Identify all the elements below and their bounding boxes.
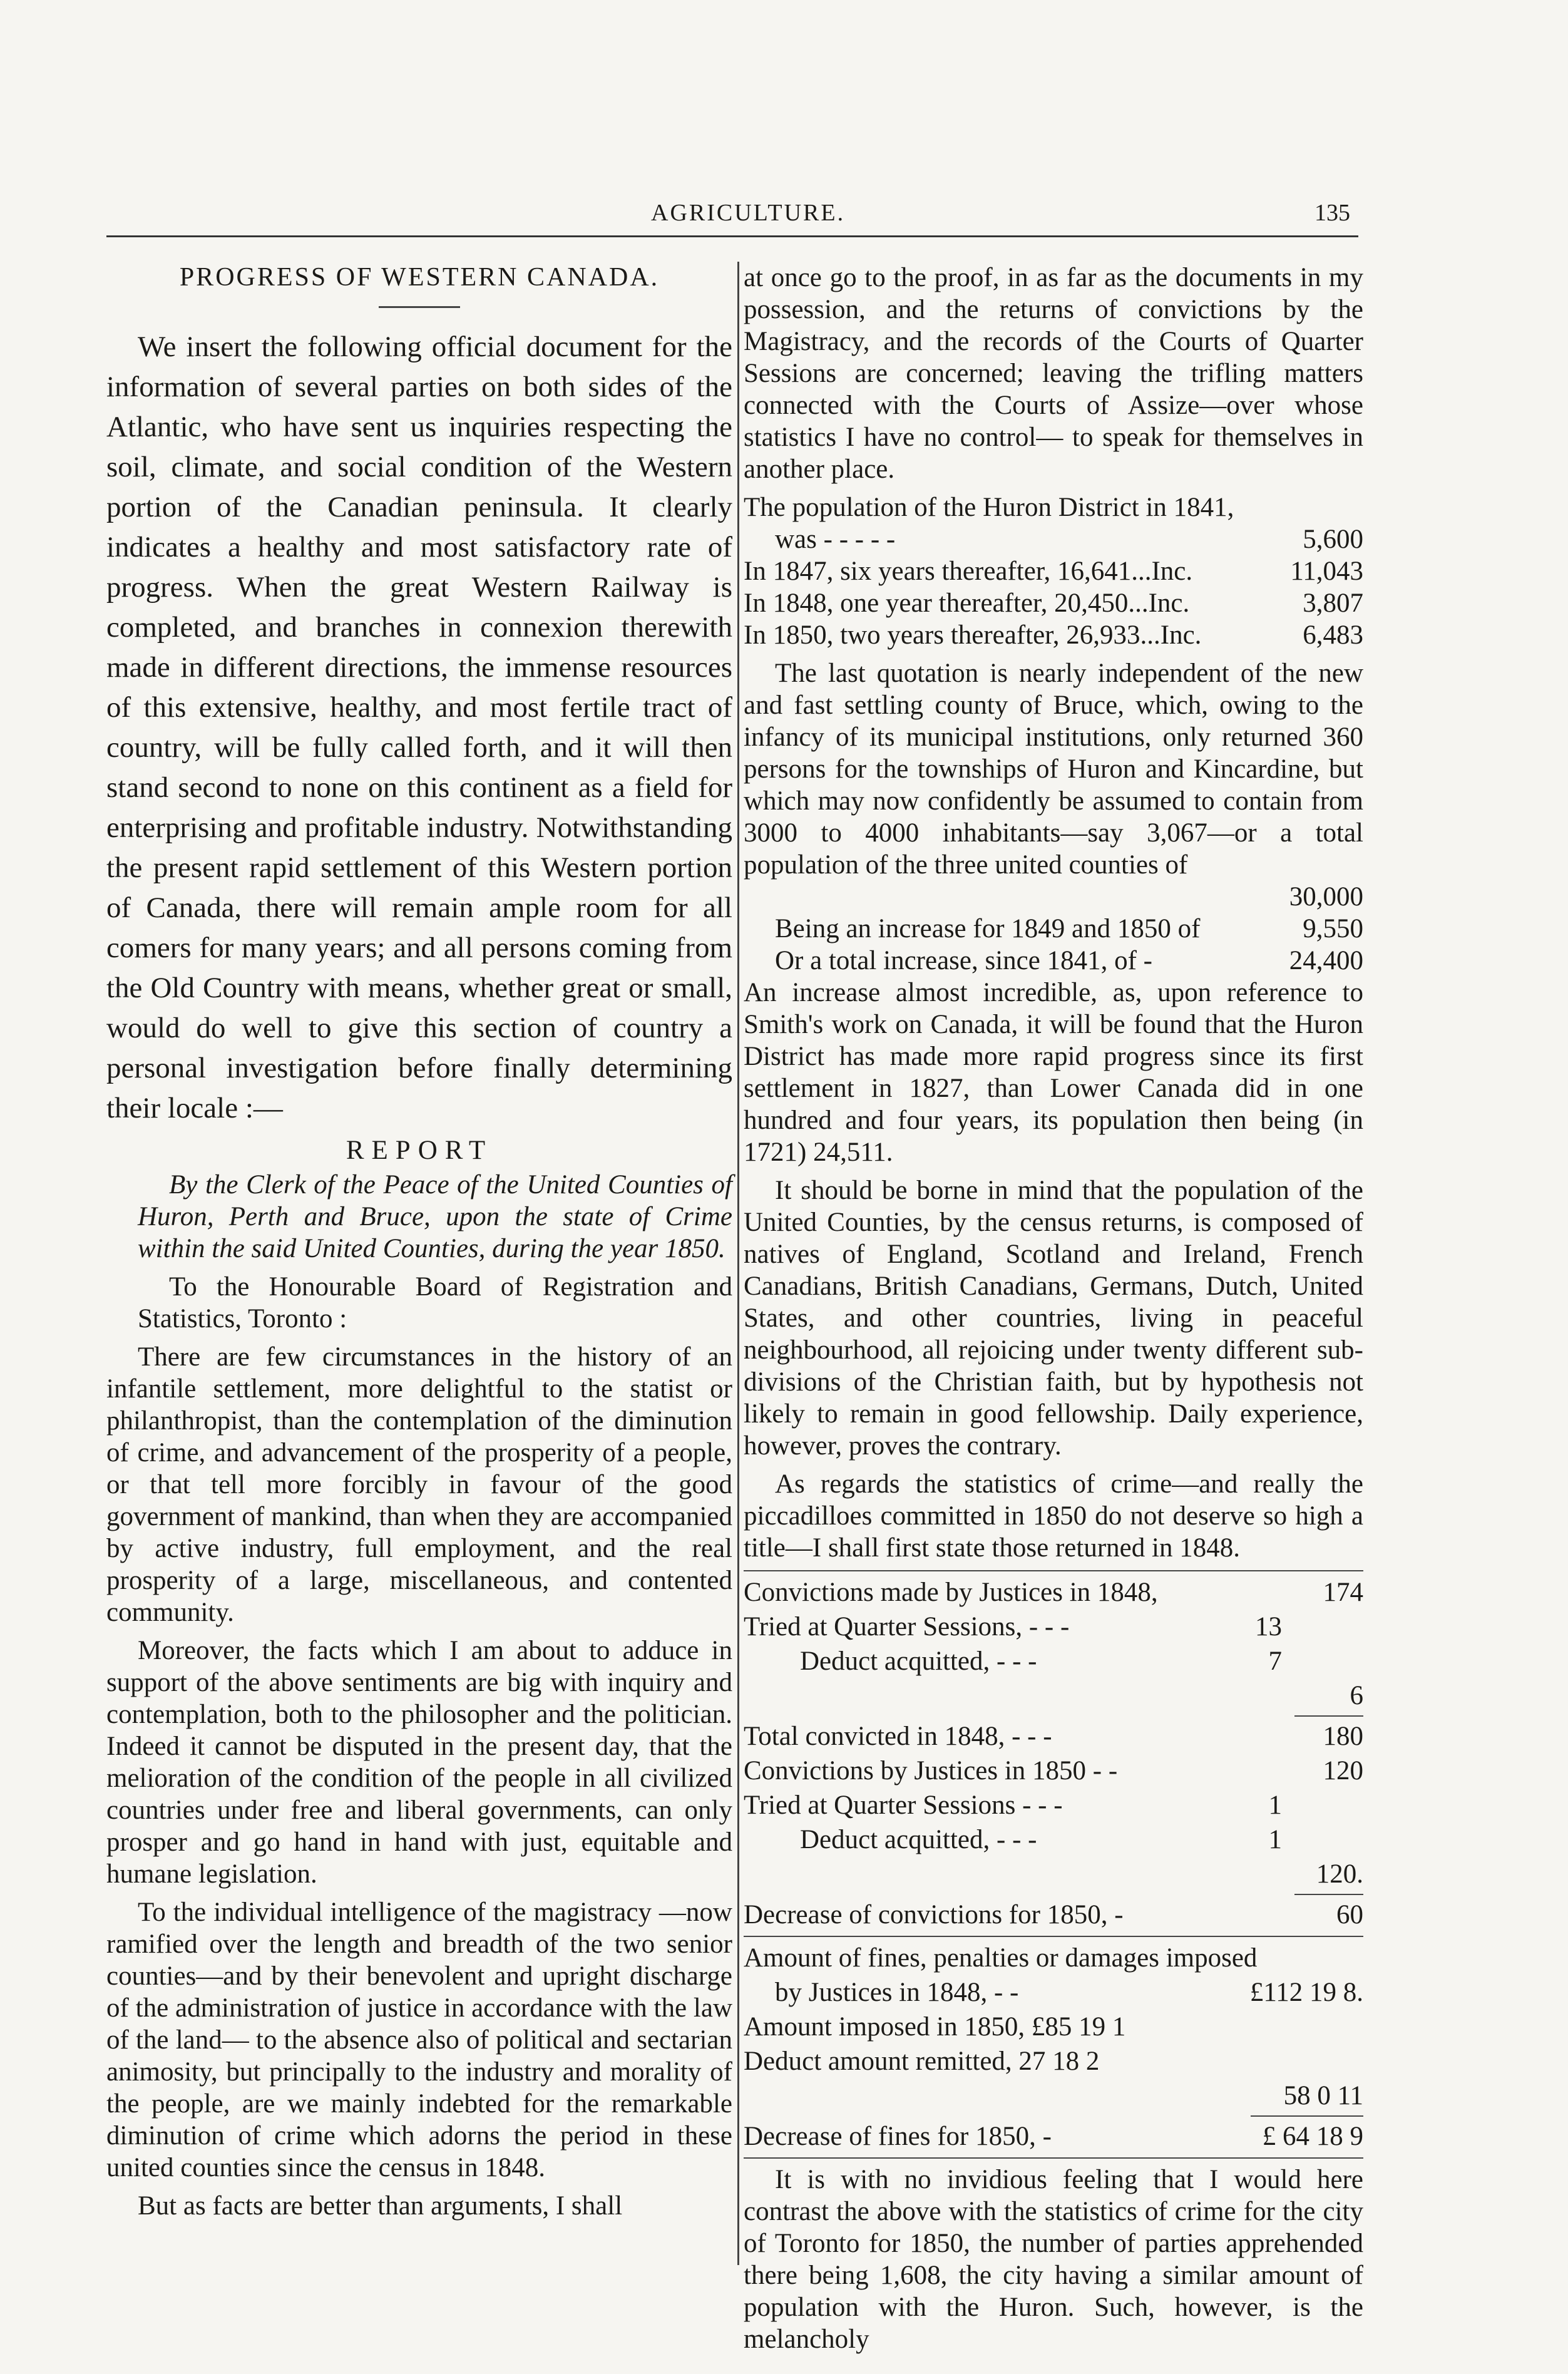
table-row: Convictions by Justices in 1850 - - 120	[744, 1756, 1363, 1786]
table-row: Decrease of fines for 1850, - £ 64 18 9	[744, 2122, 1363, 2151]
table-rule	[1251, 2115, 1363, 2117]
table-rule	[1294, 1715, 1363, 1717]
table-row: Tried at Quarter Sessions, - - - 13	[744, 1612, 1282, 1642]
table-row: Decrease of convictions for 1850, - 60	[744, 1900, 1363, 1930]
header-rule	[106, 235, 1358, 237]
report-paragraph: But as facts are better than arguments, I shall	[138, 2191, 623, 2221]
page-number: 135	[1314, 200, 1350, 226]
report-paragraph: Moreover, the facts which I am about to adduce in support of the above sentiments are big with inquiry and contemplation, both to the philosopher and the politician. Indeed it cannot be disputed in the present day, that the melioration of the condition of the people in all civilized countries under free and liberal governments, can only prosper and go hand in hand with just, equitable and humane legislation.	[106, 1636, 732, 1889]
population-intro: The population of the Huron District in 1841,	[744, 493, 1234, 522]
table-rule	[744, 1570, 1363, 1571]
report-paragraph: The last quotation is nearly independent of the new and fast settling county of Bruce, which, owing to the infancy of its municipal institutions, only returned 360 persons for the townships of Huron and Kincardine, but which may now confidently be assumed to contain from 3000 to 4000 inhabitants—say 3,067—or a total population of the three united counties of	[744, 659, 1363, 880]
column-divider	[737, 262, 739, 2265]
right-column	[744, 262, 1363, 2361]
report-subtitle: By the Clerk of the Peace of the United Counties of Huron, Perth and Bruce, upon the state of Crime within the said United Counties, during the year 1850.	[138, 1170, 732, 1263]
report-title: REPORT	[346, 1136, 493, 1165]
table-row: 120.	[1316, 1859, 1363, 1889]
increase-row: Or a total increase, since 1841, of - 24,400	[775, 946, 1363, 975]
report-paragraph: To the individual intelligence of the magistracy —now ramified over the length and breadth of the two senior counties—and by their benevolent and upright discharge of the administration of justice in accordance with the law of the land— to the absence also of political and sectarian animosity, but principally to the industry and morality of the people, are we mainly indebted for the remarkable diminution of crime which adorns the period in these united counties since the census in 1848.	[106, 1898, 732, 2182]
running-head: AGRICULTURE.	[651, 200, 846, 226]
left-column	[106, 262, 732, 2228]
report-paragraph: An increase almost incredible, as, upon reference to Smith's work on Canada, it will be found that the Huron District has made more rapid progress since its first settlement in 1827, than Lower Canada did in one hundred and four years, its population then being (in 1721) 24,511.	[744, 978, 1363, 1167]
crime-table	[744, 1576, 1363, 2152]
report-address: To the Honourable Board of Registration and Statistics, Toronto :	[138, 1272, 732, 1333]
report-paragraph: There are few circumstances in the history of an infantile settlement, more delightful to the statist or philanthropist, than the contemplation of the diminution of crime, and advancement of the prosperity of a people, or that tell more forcibly in favour of the good government of mankind, than when they are accompanied by active industry, full employment, and the real prosperity of a large, miscellaneous, and contented community.	[106, 1342, 732, 1627]
table-row: Total convicted in 1848, - - - 180	[744, 1722, 1363, 1751]
table-row: Amount imposed in 1850, £85 19 1	[744, 2012, 1126, 2042]
table-rule	[744, 2157, 1363, 2159]
table-row: 58 0 11	[1283, 2081, 1363, 2110]
article-title: PROGRESS OF WESTERN CANADA.	[179, 263, 660, 292]
table-row: Convictions made by Justices in 1848, 174	[744, 1578, 1363, 1607]
population-total: 30,000	[1289, 882, 1363, 912]
table-row: Tried at Quarter Sessions - - - 1	[744, 1791, 1282, 1820]
table-row: Deduct acquitted, - - - 7	[800, 1647, 1282, 1676]
table-row: by Justices in 1848, - - £112 19 8.	[775, 1978, 1363, 2007]
report-paragraph: at once go to the proof, in as far as the documents in my possession, and the returns of convictions by the Magistracy, and the records of the Courts of Quarter Sessions are concerned; leaving the trifling matters connected with the Courts of Assize—over whose statistics I have no control— to speak for themselves in another place.	[744, 263, 1363, 484]
intro-paragraph: We insert the following official document for the information of several parties on both sides of the Atlantic, who have sent us inquiries respecting the soil, climate, and social condition of the Western portion of the Canadian peninsula. It clearly indicates a healthy and most satisfactory rate of progress. When the great Western Railway is completed, and branches in connexion therewith made in different directions, the immense resources of this extensive, healthy, and most fertile tract of country, will be fully called forth, and it will then stand second to none on this continent as a field for enterprising and profitable industry. Notwithstanding the present rapid settlement of this Western portion of Canada, there will remain ample room for all comers for many years; and all persons coming from the Old Country with means, whether great or small, would do well to give this section of country a personal investigation before finally determining their locale :—	[106, 331, 732, 1124]
table-row: Deduct amount remitted, 27 18 2	[744, 2047, 1100, 2076]
table-rule	[1294, 1894, 1363, 1895]
report-paragraph: As regards the statistics of crime—and really the piccadilloes committed in 1850 do not deserve so high a title—I shall first state those returned in 1848.	[744, 1469, 1363, 1563]
title-rule	[379, 306, 460, 308]
table-row: 6	[1350, 1681, 1363, 1710]
report-paragraph: It is with no invidious feeling that I would here contrast the above with the statistics of crime for the city of Toronto for 1850, the number of parties apprehended there being 1,608, the city having a similar amount of population with the Huron. Such, however, is the melancholy	[744, 2165, 1363, 2354]
table-rule	[744, 1936, 1363, 1937]
table-row: Deduct acquitted, - - - 1	[800, 1825, 1282, 1854]
population-row: In 1847, six years thereafter, 16,641...Inc. 11,043	[744, 557, 1363, 586]
report-paragraph: It should be borne in mind that the population of the United Counties, by the census returns, is composed of natives of England, Scotland and Ireland, French Canadians, British Canadians, Germans, Dutch, United States, and other countries, living in peaceful neighbourhood, all rejoicing under twenty different sub-divisions of the Christian faith, but by hypothesis not likely to remain in good fellowship. Daily experience, however, proves the contrary.	[744, 1176, 1363, 1461]
population-row: In 1848, one year thereafter, 20,450...Inc. 3,807	[744, 588, 1363, 618]
population-row: In 1850, two years thereafter, 26,933...Inc. 6,483	[744, 620, 1363, 650]
increase-row: Being an increase for 1849 and 1850 of 9,550	[775, 914, 1363, 943]
table-row: Amount of fines, penalties or damages imposed	[744, 1943, 1258, 1973]
population-row: was - - - - - 5,600	[775, 525, 1363, 554]
page-header	[0, 199, 1568, 237]
